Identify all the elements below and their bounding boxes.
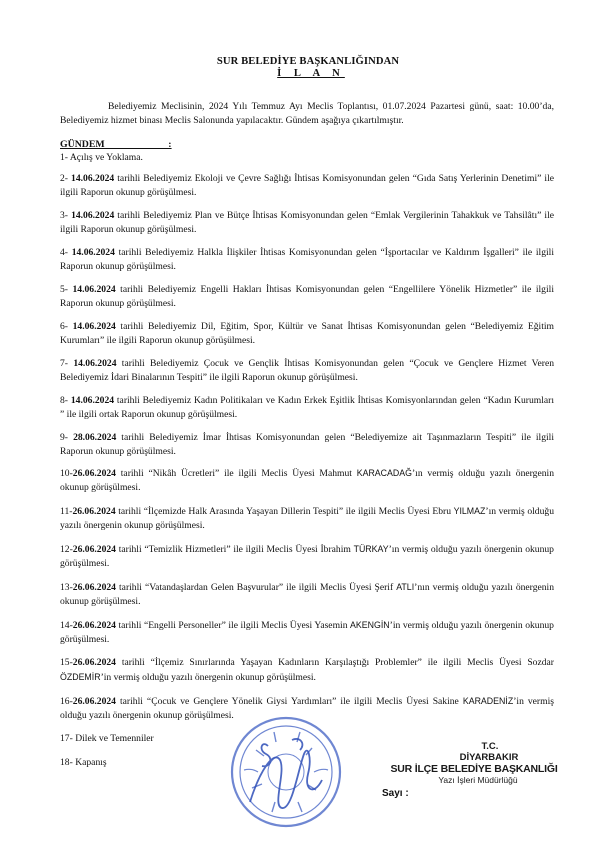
office-stamp (360, 741, 560, 785)
agenda-item: 4- 14.06.2024 tarihli Belediyemiz Halkla İlişkiler İhtisas Komisyonundan gelen “İşportacılar ve Kaldırım İşgalleri” ile ilgili Raporun okunup görüşülmesi. (60, 247, 554, 272)
agenda-item: 13-26.06.2024 tarihli “Vatandaşlardan Gelen Başvurular” ile ilgili Meclis Üyesi Şerif ATLI’nın vermiş olduğu yazılı önergenin okunup görüşülmesi. (60, 582, 555, 607)
agenda-item: 8- 14.06.2024 tarihli Belediyemiz Kadın Politikaları ve Kadın Erkek Eşitlik İhtisas Komisyonlarından gelen “Kadın Kurumları ” ile ilgili ortak Raporun okunup görüşülmesi. (60, 395, 554, 420)
agenda-heading: GÜNDEM : (60, 139, 172, 150)
agenda-item: 16-26.06.2024 tarihli “Çocuk ve Gençlere Yönelik Giysi Yardımları” ile ilgili Meclis Üyesi Sakine KARADENİZ’in vermiş olduğu yazılı önergenin okunup görüşülmesi. (60, 696, 554, 721)
agenda-item: 10-26.06.2024 tarihli “Nikâh Ücretleri” ile ilgili Meclis Üyesi Mahmut KARACADAĞ’ın vermiş olduğu yazılı önergenin okunup görüşülmesi. (60, 468, 554, 493)
stamp-line-tc: T.C. (481, 741, 499, 752)
agenda-item: 14-26.06.2024 tarihli “Engelli Personeller” ile ilgili Meclis Üyesi Yasemin AKENGİN’in vermiş olduğu yazılı önergenin okunup görüşülmesi. (60, 620, 554, 645)
agenda-item: 12-26.06.2024 tarihli “Temizlik Hizmetleri” ile ilgili Meclis Üyesi İbrahim TÜRKAY’ın vermiş olduğu yazılı önergenin okunup görüşülmesi. (60, 544, 554, 569)
agenda-item: 6- 14.06.2024 tarihli Belediyemiz Dil, Eğitim, Spor, Kültür ve Sanat İhtisas Komisyonundan gelen “Belediyemiz Eğitim Kurumları” ile ilgili Raporun okunup görüşülmesi. (60, 321, 555, 346)
document-title: SUR BELEDİYE BAŞKANLIĞINDAN (216, 56, 400, 67)
stamp-line-province: DİYARBAKIR (459, 752, 519, 763)
official-seal-icon (222, 710, 346, 838)
stamp-line-municipality: SUR İLÇE BELEDİYE BAŞKANLIĞI (390, 763, 558, 775)
agenda-item: 18- Kapanış (60, 757, 107, 768)
agenda-item: 9- 28.06.2024 tarihli Belediyemiz İmar İhtisas Komisyonundan gelen “Belediyemize ait Taşınmazların Tespiti” ile ilgili Raporun okunup görüşülmesi. (60, 432, 555, 457)
document-number-label: Sayı : (382, 788, 409, 799)
agenda-item: 17- Dilek ve Temenniler (60, 733, 154, 744)
agenda-item: 11-26.06.2024 tarihli “İlçemizde Halk Arasında Yaşayan Dillerin Tespiti” ile ilgili Meclis Üyesi Ebru YILMAZ’ın vermiş olduğu yazılı önergenin okunup görüşülmesi. (60, 506, 554, 531)
agenda-item: 7- 14.06.2024 tarihli Belediyemiz Çocuk ve Gençlik İhtisas Komisyonundan gelen “Çocuk ve Gençlere Hizmet Veren Belediyemiz İdari Binalarının Tespiti” ile ilgili Raporun okunup görüşülmesi. (60, 358, 554, 383)
intro-paragraph: Belediyemiz Meclisinin, 2024 Yılı Temmuz Ayı Meclis Toplantısı, 01.07.2024 Pazartesi günü, saat: 10.00’da, Belediyemiz hizmet binası Meclis Salonunda yapılacaktır. Gündem aşağıya çıkartılmıştır. (60, 101, 554, 126)
agenda-item: 15-26.06.2024 tarihli “İlçemiz Sınırlarında Yaşayan Kadınların Karşılaştığı Problemler” ile ilgili Meclis Üyesi Sozdar ÖZDEMİR’in vermiş olduğu yazılı önergenin okunup görüşülmesi. (60, 657, 554, 683)
agenda-item: 5- 14.06.2024 tarihli Belediyemiz Engelli Hakları İhtisas Komisyonundan gelen “Engellilere Yönelik Hizmetler” ile ilgili Raporun okunup görüşülmesi. (60, 284, 554, 309)
stamp-line-department: Yazı İşleri Müdürlüğü (438, 775, 518, 785)
agenda-item: 2- 14.06.2024 tarihli Belediyemiz Ekoloji ve Çevre Sağlığı İhtisas Komisyonundan gelen “Gıda Satış Yerlerinin Denetimi” ile ilgili Raporun okunup görüşülmesi. (60, 173, 555, 198)
agenda-item: 3- 14.06.2024 tarihli Belediyemiz Plan ve Bütçe İhtisas Komisyonundan gelen “Emlak Vergilerinin Tahakkuk ve Tahsilâtı” ile ilgili Raporun okunup görüşülmesi. (60, 210, 555, 235)
document-subtitle: İ L A N (277, 68, 345, 79)
agenda-item: 1- Açılış ve Yoklama. (60, 152, 143, 163)
